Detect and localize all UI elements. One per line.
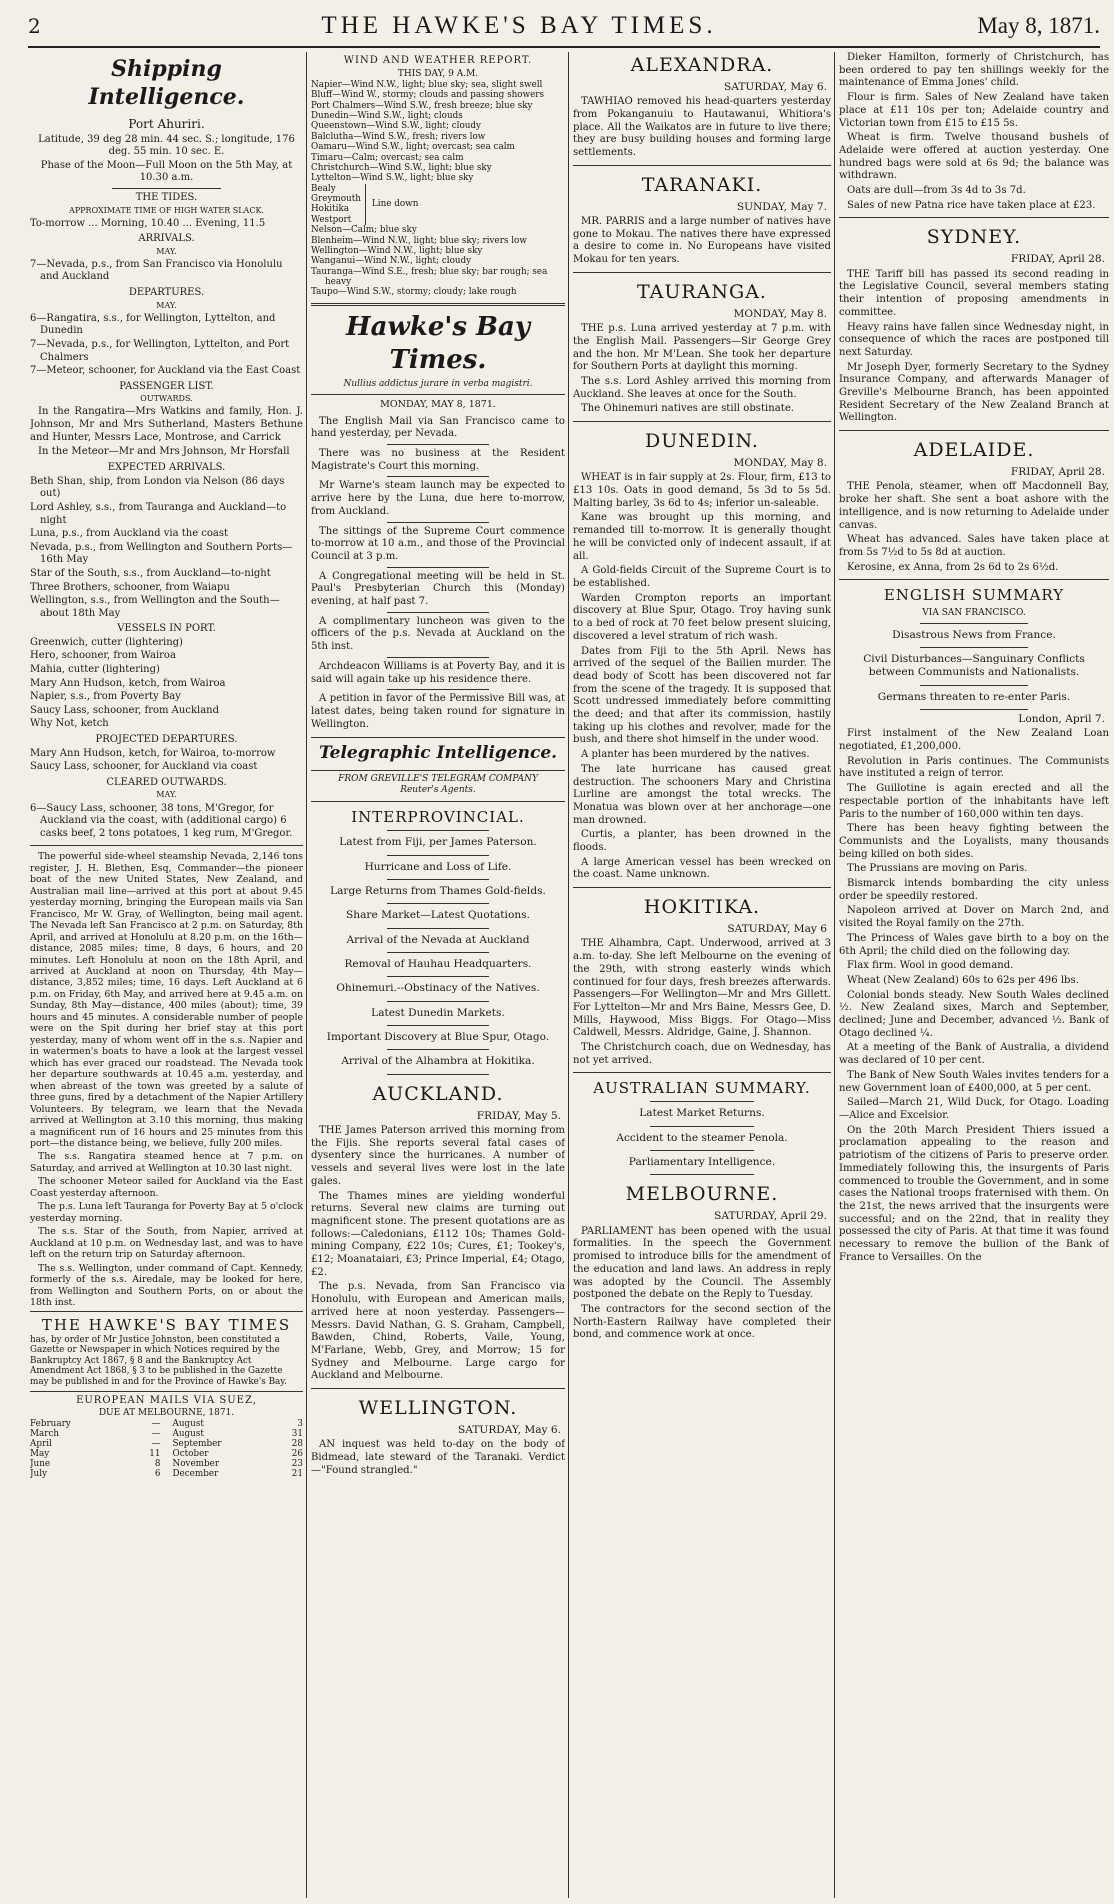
news-paragraph: Wheat has advanced. Sales have taken place at from 5s 7½d to 5s 8d at auction. [839,534,1109,558]
hokitika-dateline: SATURDAY, May 6 [727,923,827,936]
wellington-heading: WELLINGTON. [358,1397,518,1420]
weather-station: Hokitika [311,204,350,215]
projected-heading: PROJECTED DEPARTURES. [95,734,238,746]
news-paragraph: Bismarck intends bombarding the city unless order be speedily restored. [839,878,1109,902]
arrival-entry: 7—Nevada, p.s., from San Francisco via Honolulu and Auckland [30,258,283,283]
vessel-entry: Hero, schooner, from Wairoa [30,650,176,662]
summary-item: Ohinemuri.--Obstinacy of the Natives. [336,982,540,995]
vessel-entry: Why Not, ketch [30,718,109,730]
cleared-entry: 6—Saucy Lass, schooner, 38 tons, M'Gregor, for Auckland via the coast, with (additional cargo) 6 casks beef, 2 tons potatoes, 1 keg rum, M'Gregor. [30,802,293,839]
news-paragraph: First instalment of the New Zealand Loan negotiated, £1,200,000. [839,728,1109,752]
tides-subheading: APPROXIMATE TIME OF HIGH WATER SLACK. [69,205,264,215]
news-paragraph: The contractors for the second section of the North-Eastern Railway have completed their bond, and commence work at once. [573,1303,831,1341]
summary-item: Share Market—Latest Quotations. [346,909,530,922]
vessel-entry: Mary Ann Hudson, ketch, from Wairoa [30,677,226,689]
summary-item: Disastrous News from France. [892,628,1056,641]
summary-item: Arrival of the Nevada at Auckland [346,933,530,946]
summary-item: Civil Disturbances—Sanguinary Conflicts between Communists and Nationalists. [863,652,1085,679]
news-paragraph: WHEAT is in fair supply at 2s. Flour, firm, £13 to £13 10s. Oats in good demand, 5s 3d to 5s 5d. Malting barley, 3s 6d to 4s; inferior un-saleable. [573,472,831,509]
local-paragraph: There was no business at the Resident Magistrate's Court this morning. [311,448,565,472]
passenger-entry: In the Rangatira—Mrs Watkins and family, Hon. J. Johnson, Mr and Mrs Sutherland, Masters Bethune and Hunter, Messrs Lace, Montrose, and Carrick [30,406,303,443]
hokitika-heading: HOKITIKA. [643,896,761,919]
news-paragraph: The Bank of New South Wales invites tenders for a new Government loan of £400,000, at 5 per cent. [839,1069,1109,1094]
notice-text: has, by order of Mr Justice Johnston, been constituted a Gazette or Newspaper in which Notices required by the Bankruptcy Act 1867, § 8 and the Bankruptcy Act Amendment Act 1868, § 3 to be published in the Gazette may be published in and for the Province of Hawke's Bay. [30,1334,287,1387]
tauranga-heading: TAURANGA. [637,280,767,303]
weather-entry: Balclutha—Wind S.W., fresh; rivers low [311,131,486,142]
vessels-heading: VESSELS IN PORT. [117,623,216,635]
news-paragraph: Flax firm. Wool in good demand. [847,960,1014,972]
weather-entry: Bluff—Wind W., stormy; clouds and passing showers [311,90,545,101]
departures-heading: DEPARTURES. [128,287,205,299]
news-paragraph: On the 20th March President Thiers issued a proclamation appealing to the reason and patriotism of the citizens of Paris to preserve order. Immediately following this, the insurgents of Paris commenced to trouble the Government, and in some cases the National troops fraternised with them. On the 21st, the news arrived that the insurgents were successful; and on the 22nd, that in reality they possessed the city of Paris. At that time it was found necessary to remove the bullion of the Bank of France to Versailles. On the [839,1124,1109,1263]
news-paragraph: Kerosine, ex Anna, from 2s 6d to 2s 6½d. [847,561,1059,573]
news-paragraph: THE Alhambra, Capt. Underwood, arrived at 3 a.m. to-day. She left Melbourne on the evening of the 29th, with strong easterly winds which continued for four days, fresh breezes afterwards. Passengers—For Wellington—Mr and Mrs Gillett. For Lyttelton—Mr and Mrs Baine, Messrs Gee, D. Mills, Haywood, Miss Biggs. For Otago—Miss Caldwell, Messrs. Aldridge, Gaine, J. Shannon. [573,938,831,1039]
news-paragraph: The Ohinemuri natives are still obstinate. [581,403,795,415]
summary-item: Latest Market Returns. [639,1107,765,1120]
news-paragraph: Sailed—March 21, Wild Duck, for Otago. Loading—Alice and Excelsior. [839,1097,1109,1121]
passenger-subheading: OUTWARDS. [140,394,193,404]
notice-title: THE HAWKE'S BAY TIMES [41,1315,292,1334]
news-paragraph: Napoleon arrived at Dover on March 2nd, and visited the Royal family on the 27th. [839,905,1109,930]
shipping-paragraph: The s.s. Star of the South, from Napier, arrived at Auckland at 10 p.m. on Wednesday last, and was to have left on the return trip on Saturday afternoon. [30,1226,303,1261]
mail-row: May 11 [30,1449,161,1460]
weather-entry: Blenheim—Wind N.W., light; blue sky; rivers low [311,235,527,246]
news-paragraph: The Princess of Wales gave birth to a boy on the 6th April; the child died on the following day. [839,932,1109,957]
telegraphic-heading: Telegraphic Intelligence. [311,737,565,770]
tides-heading: THE TIDES. [135,191,198,203]
departure-entry: 6—Rangatira, s.s., for Wellington, Lyttelton, and Dunedin [30,312,276,337]
news-paragraph: Dieker Hamilton, formerly of Christchurch, has been ordered to pay ten shillings weekly for the maintenance of Emma Jones' child. [839,52,1109,89]
weather-entry: Christchurch—Wind S.W., light; blue sky [311,162,492,173]
mails-subtitle: DUE AT MELBOURNE, 1871. [98,1407,235,1418]
news-paragraph: The Guillotine is again erected and all the respectable portion of the inhabitants have left Paris to the number of 160,000 within ten days. [839,783,1109,820]
mails-title: EUROPEAN MAILS VIA SUEZ, [76,1395,257,1407]
gazette-notice [30,1311,303,1393]
mail-row: March — [30,1429,161,1440]
weather-heading: WIND AND WEATHER REPORT. [343,55,533,66]
arrivals-heading: ARRIVALS. [138,233,195,245]
news-paragraph: The s.s. Lord Ashley arrived this morning from Auckland. She leaves at once for the South. [573,375,831,400]
news-paragraph: THE Tariff bill has passed its second reading in the Legislative Council, several members stating their intention of proposing amendments in committee. [839,268,1109,318]
news-paragraph: At a meeting of the Bank of Australia, a dividend was declared of 10 per cent. [839,1042,1109,1067]
news-paragraph: THE Penola, steamer, when off Macdonnell Bay, broke her shaft. She sent a boat ashore with the intelligence, and is now returning to Adelaide under canvas. [839,481,1109,531]
news-paragraph: A Gold-fields Circuit of the Supreme Court is to be established. [573,565,831,589]
month-label: MAY. [156,790,177,800]
masthead [28,6,1100,48]
port-heading: Port Ahuriri. [128,117,205,132]
paper-motto: Nullius addictus jurare in verba magistri. [311,379,565,394]
news-paragraph: Warden Crompton reports an important discovery at Blue Spur, Otago. Troy having sunk to a bed of rock at 70 feet below present sluicing, discovered a level stratum of rich wash. [573,592,831,642]
expected-entry: Luna, p.s., from Auckland via the coast [30,528,229,540]
departure-entry: 7—Nevada, p.s., for Wellington, Lyttelton, and Port Chalmers [30,338,290,363]
interprovincial-heading: INTERPROVINCIAL. [351,808,525,827]
news-paragraph: Wheat is firm. Twelve thousand bushels of Adelaide were offered at auction yesterday. One hundred bags were sold at 6s 9d; the balance was withdrawn. [839,132,1109,182]
wellington-dateline: SATURDAY, May 6. [458,1424,561,1437]
news-paragraph: Oats are dull—from 3s 4d to 3s 7d. [847,185,1026,197]
english-summary-heading: ENGLISH SUMMARY [883,586,1065,605]
summary-item: Germans threaten to re-enter Paris. [877,690,1071,703]
weather-entry: Port Chalmers—Wind S.W., fresh breeze; blue sky [311,100,533,111]
adelaide-dateline: FRIDAY, April 28. [1010,466,1105,479]
news-paragraph: Mr Joseph Dyer, formerly Secretary to the Sydney Insurance Company, and afterwards Manager of Greville's Melbourne Branch, has been appointed Resident Secretary of the New Zealand Branch at Wellington. [839,361,1109,424]
local-paragraph: A complimentary luncheon was given to the officers of the p.s. Nevada at Auckland on the 5th inst. [311,615,565,653]
news-paragraph: Wheat (New Zealand) 60s to 62s per 496 lbs. [847,974,1079,986]
shipping-paragraph: The s.s. Rangatira steamed hence at 7 p.m. on Saturday, and arrived at Wellington at 10.30 last night. [30,1151,303,1174]
weather-group-note: Line down [371,199,419,210]
summary-item: Latest from Fiji, per James Paterson. [339,836,537,849]
weather-entry: Queenstown—Wind S.W., light; cloudy [311,121,482,132]
weather-entry: Taupo—Wind S.W., stormy; cloudy; lake rough [311,287,517,298]
newspaper-title: THE HAWKE'S BAY TIMES. [321,12,717,39]
local-paragraph: Archdeacon Williams is at Poverty Bay, and it is said will again take up his residence there. [311,660,565,685]
weather-entry: Tauranga—Wind S.E., fresh; blue sky; bar rough; sea heavy [311,266,548,288]
summary-item: Parliamentary Intelligence. [628,1156,776,1169]
month-label: MAY. [156,246,177,256]
local-paragraph: A Congregational meeting will be held in St. Paul's Presbyterian Church this (Monday) evening, at half past 7. [311,570,565,608]
vessel-entry: Napier, s.s., from Poverty Bay [30,691,181,703]
weather-subheading: THIS DAY, 9 A.M. [397,68,479,79]
local-paragraph: Mr Warne's steam launch may be expected to arrive here by the Luna, due here to-morrow, from Auckland. [311,480,565,517]
weather-station: Bealy [311,183,336,194]
expected-entry: Beth Shan, ship, from London via Nelson (86 days out) [30,475,285,500]
summary-item: Large Returns from Thames Gold-fields. [330,885,546,897]
weather-entry: Nelson—Calm; blue sky [311,225,417,236]
news-paragraph: PARLIAMENT has been opened with the usual formalities. In the speech the Government promised to introduce bills for the amendment of the education and land laws. An address in reply was adopted by the Council. The Assembly postponed the debate on the Reply to Tuesday. [573,1225,831,1301]
column-rule [568,52,569,1898]
cleared-heading: CLEARED OUTWARDS. [106,776,227,788]
passenger-heading: PASSENGER LIST. [119,380,214,392]
dunedin-heading: DUNEDIN. [645,430,759,453]
telegraph-source: FROM GREVILLE'S TELEGRAM COMPANY [338,773,538,784]
telegraph-agents: Reuter's Agents. [400,785,476,796]
news-paragraph: Revolution in Paris continues. The Communists have instituted a reign of terror. [839,755,1109,780]
mail-row: June 8 [30,1459,161,1470]
news-paragraph: The Prussians are moving on Paris. [847,863,1028,875]
news-paragraph: A planter has been murdered by the natives. [581,749,810,761]
summary-item: Hurricane and Loss of Life. [364,860,512,873]
tides-line: To-morrow ... Morning, 10.40 ... Evening, 11.5 [30,217,266,229]
projected-entry: Saucy Lass, schooner, for Auckland via coast [30,761,258,773]
tauranga-dateline: MONDAY, May 8. [733,307,827,320]
mail-row: September 28 [172,1439,303,1450]
news-paragraph: Sales of new Patna rice have taken place at £23. [847,199,1096,211]
mail-row: February — [30,1419,161,1430]
news-paragraph: The late hurricane has caused great destruction. The schooners Mary and Christina Lurline are amongst the total wrecks. The Monatua was blown over at her anchorage—one man drowned. [573,763,831,826]
shipping-paragraph: The p.s. Luna left Tauranga for Poverty Bay at 5 o'clock yesterday morning. [30,1201,303,1224]
port-line: Latitude, 39 deg 28 min. 44 sec. S.; longitude, 176 deg. 55 min. 10 sec. E. [38,133,295,158]
news-paragraph: Curtis, a planter, has been drowned in the floods. [573,829,831,854]
news-paragraph: A large American vessel has been wrecked on the coast. Name unknown. [573,856,831,881]
taranaki-dateline: SUNDAY, May 7. [736,200,827,213]
summary-item: Arrival of the Alhambra at Hokitika. [341,1055,535,1068]
news-paragraph: Colonial bonds steady. New South Wales declined ½. New Zealand sixes, March and September, declined; June and December, advanced ½. Bank of Otago declined ¼. [839,989,1109,1039]
expected-entry: Lord Ashley, s.s., from Tauranga and Auckland—to night [30,501,287,526]
summary-item: Important Discovery at Blue Spur, Otago. [326,1031,550,1044]
expected-heading: EXPECTED ARRIVALS. [107,462,226,474]
summary-item: Latest Dunedin Markets. [371,1006,505,1019]
shipping-paragraph: The s.s. Wellington, under command of Capt. Kennedy, formerly of the s.s. Airedale, may be looked for here, from Wellington and Southern Ports, on or about the 18th inst. [30,1262,303,1309]
weather-group [311,184,565,226]
weather-station: Westport [311,214,352,225]
port-line: Phase of the Moon—Full Moon on the 5th May, at 10.30 a.m. [40,159,293,184]
vessel-entry: Saucy Lass, schooner, from Auckland [30,704,220,716]
news-paragraph: The Christchurch coach, due on Wednesday, has not yet arrived. [573,1042,831,1066]
news-paragraph: MR. PARRIS and a large number of natives have gone to Mokau. The natives there have expressed a desire to come in. No Europeans have visited Mokau for ten years. [573,216,831,266]
column-rule [834,52,835,1898]
auckland-heading: AUCKLAND. [372,1082,504,1105]
mails-table [30,1395,303,1479]
melbourne-dateline: SATURDAY, April 29. [714,1210,827,1223]
adelaide-heading: ADELAIDE. [913,439,1035,462]
column-3 [573,52,831,1898]
weather-station: Greymouth [311,194,361,205]
alexandra-dateline: SATURDAY, May 6. [724,80,827,93]
mail-row: August 31 [172,1429,303,1440]
news-paragraph: There has been heavy fighting between the Communists and the Loyalists, many thousands being killed on both sides. [839,823,1109,860]
news-paragraph: THE James Paterson arrived this morning from the Fijis. She reports several fatal cases of dysentery since the hurricanes. A number of vessels and several lives were lost in the late gales. [311,1125,565,1187]
expected-entry: Nevada, p.s., from Wellington and Southern Ports—16th May [30,541,293,566]
news-paragraph: Dates from Fiji to the 5th April. News has arrived of the sequel of the Bailien murder. The dead body of Scott has been discovered not far from the scene of the tragedy. It is supposed that Scott undressed immediately before committing the deed; and that after its commission, hastily taking up his clothes and revolver, made for the bush, and there shot himself in the under wood. [573,645,831,746]
column-2 [311,52,565,1898]
page-number: 2 [28,14,41,38]
weather-entry: Wanganui—Wind N.W., light; cloudy [311,256,472,267]
issue-dateline: MONDAY, MAY 8, 1871. [380,398,496,410]
column-rule [306,52,307,1898]
local-paragraph: A petition in favor of the Permissive Bill was, at latest dates, being taken round for signature in Wellington. [311,693,565,730]
weather-entry: Wellington—Wind N.W., light; blue sky [311,245,483,256]
sydney-heading: SYDNEY. [926,226,1022,249]
english-summary-subheading: VIA SAN FRANCISCO. [922,608,1026,619]
mail-row: July 6 [30,1469,161,1480]
sydney-dateline: FRIDAY, April 28. [1010,253,1105,266]
issue-date: May 8, 1871. [977,13,1100,38]
expected-entry: Three Brothers, schooner, from Waiapu [30,581,230,593]
summary-item: Accident to the steamer Penola. [616,1131,788,1144]
projected-entry: Mary Ann Hudson, ketch, for Wairoa, to-morrow [30,747,276,759]
mail-row: August 3 [172,1419,303,1430]
local-paragraph: The English Mail via San Francisco came to hand yesterday, per Nevada. [311,415,565,440]
weather-entry: Dunedin—Wind S.W., light; clouds [311,111,463,122]
news-paragraph: THE p.s. Luna arrived yesterday at 7 p.m. with the English Mail. Passengers—Sir George Grey and the hon. Mr M'Lean. She took her departure for Southern Ports at daylight this morning. [573,323,831,373]
dunedin-dateline: MONDAY, May 8. [733,457,827,470]
news-paragraph: The Thames mines are yielding wonderful returns. Several new claims are turning out magnificent stone. The present quotations are as follows:—Caledonians, £112 10s; Thames Gold-mining Company, £22 10s; Cures, £1; Tookey's, £12; Moanataiari, £3; Prince Imperial, £4; Otago, £2. [311,1190,565,1278]
mail-row: December 21 [172,1469,303,1480]
news-paragraph: AN inquest was held to-day on the body of Bidmead, late steward of the Taranaki. Verdict—"Found strangled." [311,1439,565,1476]
passenger-entry: In the Meteor—Mr and Mrs Johnson, Mr Horsfall [38,446,290,458]
melbourne-heading: MELBOURNE. [625,1183,779,1206]
auckland-dateline: FRIDAY, May 5. [476,1109,561,1122]
month-label: MAY. [156,300,177,310]
column-1 [30,52,303,1898]
weather-entry: Oamaru—Wind S.W., light; overcast; sea calm [311,142,515,153]
news-paragraph: The p.s. Nevada, from San Francisco via Honolulu, with European and American mails, arrived here at noon yesterday. Passengers—Messrs. David Nathan, G. S. Graham, Campbell, Bawden, Chind, Roberts, Vaile, Young, M'Farlane, Webb, Grey, and Morrow; 15 for Sydney and Melbourne. Large cargo for Auckland and Melbourne. [311,1281,565,1382]
vessel-entry: Greenwich, cutter (lightering) [30,636,183,648]
vessel-entry: Mahia, cutter (lightering) [30,664,160,676]
weather-entry: Napier—Wind N.W., light; blue sky; sea, slight swell [311,79,543,90]
shipping-heading: Shipping Intelligence. [88,56,245,110]
mail-row: November 23 [172,1459,303,1470]
mail-row: April — [30,1439,161,1450]
weather-entry: Lyttelton—Wind S.W., light; blue sky [311,173,474,184]
shipping-paragraph: The powerful side-wheel steamship Nevada, 2,146 tons register, J. H. Blethen, Esq, Commander—the pioneer boat of the new United States, New Zealand, and Australian mail line—arrived at this port at about 9.45 yesterday morning, bringing the European mails via San Francisco, Mr W. Gray, of Wellington, being mail agent. The Nevada left San Francisco at 2 p.m. on Saturday, 8th April, and arrived at Honolulu at 8.20 p.m. on the 16th—distance, 2085 miles; time, 8 days, 6 hours, and 20 minutes. Left Honolulu at noon on the 18th April, and arrived at Auckland at noon on Thursday, 4th May—distance, 3,852 miles; time, 16 days. Left Auckland at 6 p.m. on Friday, 6th May, and arrived here at 9.45 a.m. on Sunday, 8th May—distance, 400 miles (about); time, 39 hours and 45 minutes. A considerable number of people were on the Spit during her brief stay at this port yesterday, many of whom went off in the s.s. Napier and in watermen's boats to have a look at the largest vessel which has ever graced our roadstead. The Nevada took her departure southwards at 10.45 a.m. yesterday, and when abreast of the town was greeted by a salute of three guns, fired by a detachment of the Napier Artillery Volunteers. By telegram, we learn that the Nevada arrived at Wellington at 3.10 this morning, thus making a magnificent run of 16 hours and 25 minutes from this port—the distance being, we believe, fully 200 miles. [30,851,303,1149]
expected-entry: Wellington, s.s., from Wellington and the South—about 18th May [30,595,280,619]
local-paragraph: The sittings of the Supreme Court commence to-morrow at 10 a.m., and those of the Provincial Council at 3 p.m. [311,525,565,562]
alexandra-heading: ALEXANDRA. [630,54,774,76]
expected-entry: Star of the South, s.s., from Auckland—to-night [30,567,271,579]
shipping-paragraph: The schooner Meteor sailed for Auckland via the East Coast yesterday afternoon. [30,1176,303,1199]
paper-title: Hawke's Bay Times. [346,311,530,375]
news-paragraph: Heavy rains have fallen since Wednesday night, in consequence of which the races are postponed till next Saturday. [839,321,1109,358]
london-dateline: London, April 7. [1018,712,1105,725]
mail-row: October 26 [172,1449,303,1460]
departure-entry: 7—Meteor, schooner, for Auckland via the East Coast [30,365,301,377]
summary-item: Removal of Hauhau Headquarters. [344,958,532,971]
australian-summary-heading: AUSTRALIAN SUMMARY. [593,1079,811,1098]
news-paragraph: Kane was brought up this morning, and remanded till to-morrow. It is generally thought he will be convicted only of indecent assault, if at all. [573,512,831,562]
weather-entry: Timaru—Calm; overcast; sea calm [311,152,464,163]
news-paragraph: TAWHIAO removed his head-quarters yesterday from Pokanganuiu to Hautawanui, Whitiora's place. All the Waikatos are in future to live there; they are busy building houses and forming large settlements. [573,96,831,159]
taranaki-heading: TARANAKI. [641,173,763,196]
column-4 [839,52,1109,1898]
news-paragraph: Flour is firm. Sales of New Zealand have taken place at £11 10s per ton; Adelaide country and Victorian town from £15 to £15 5s. [839,92,1109,129]
